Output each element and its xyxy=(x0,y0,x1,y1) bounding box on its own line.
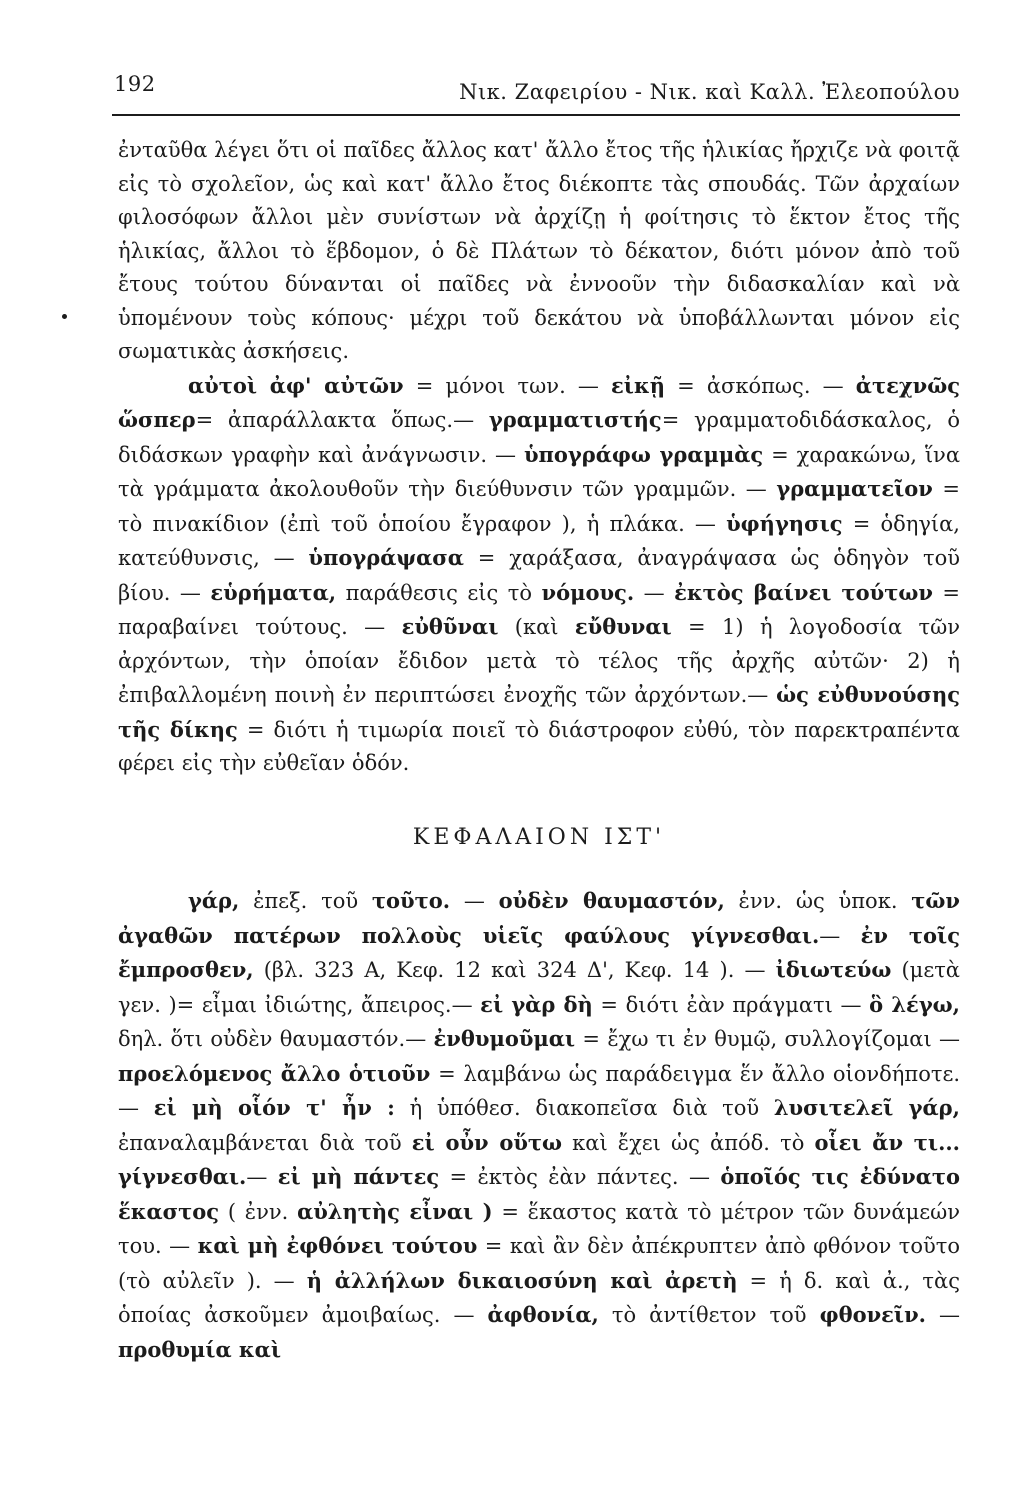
gloss-term: νόμους. xyxy=(541,579,635,605)
gloss-text: = ἡ δ. καὶ ἀ., τὰς ὁποίας ἀσκοῦμεν ἀμοιβαίως. — xyxy=(118,1268,960,1327)
gloss-text: — xyxy=(246,1165,278,1189)
gloss-term: εὔθυναι xyxy=(574,614,672,639)
gloss-term: ἀφθονία, xyxy=(487,1302,599,1327)
gloss-term: ὑφήγησις xyxy=(726,510,843,536)
gloss-text: ἐνν. ὡς ὑποκ. xyxy=(724,889,912,913)
gloss-text: δηλ. ὅτι οὐδὲν θαυμαστόν.— xyxy=(118,1027,434,1051)
running-head: Νικ. Ζαφειρίου - Νικ. καὶ Καλλ. Ἐλεοπούλου xyxy=(459,80,960,104)
gloss-term: ἀτεχνῶς ὥσπερ xyxy=(118,372,961,432)
glosses-paragraph-1 xyxy=(118,369,960,781)
gloss-term: ὑπογράφω γραμμὰς xyxy=(523,441,764,467)
margin-dot xyxy=(62,314,67,319)
gloss-text: τὸ ἀντίθετον τοῦ xyxy=(598,1303,820,1327)
gloss-term: λυσιτελεῖ γάρ, xyxy=(773,1095,960,1120)
gloss-term: εἰ γὰρ δὴ xyxy=(480,991,593,1017)
gloss-text: = λαμβάνω ὡς παράδειγμα ἕν ἄλλο οἱονδήποτε. — xyxy=(118,1061,961,1120)
gloss-term: φθονεῖν. xyxy=(819,1302,926,1327)
page-number: 192 xyxy=(114,72,156,96)
gloss-text: — xyxy=(925,1303,960,1327)
chapter-heading: ΚΕΦΑΛΑΙΟΝ ΙΣΤ' xyxy=(412,824,666,850)
gloss-text: = ἐκτὸς ἐὰν πάντες. — xyxy=(439,1165,721,1189)
glosses-paragraph-2 xyxy=(118,884,960,1367)
header-rule xyxy=(112,114,960,116)
gloss-text: = παραβαίνει τούτους. — xyxy=(118,580,960,639)
gloss-text: — xyxy=(634,580,675,605)
gloss-text: (καὶ xyxy=(498,615,575,639)
gloss-text: παράθεσις εἰς τὸ xyxy=(336,580,542,605)
gloss-term: γραμματεῖον xyxy=(776,476,933,501)
gloss-term: προθυμία καὶ xyxy=(118,1336,281,1362)
gloss-text: (βλ. 323 Α, Κεφ. 12 καὶ 324 Δ', Κεφ. 14 ). — xyxy=(253,958,776,982)
gloss-term: εἰ οὖν οὕτω xyxy=(411,1129,563,1155)
gloss-term: εὐθῦναι xyxy=(401,614,499,639)
gloss-text: = διότι ἐὰν πράγματι — xyxy=(592,992,870,1017)
gloss-text: καὶ ἔχει ὡς ἀπόδ. τὸ xyxy=(562,1130,815,1155)
gloss-text: = 1) ἡ λογοδοσία τῶν ἀρχόντων, τὴν ὁποίαν ἔδιδον μετὰ τὸ τέλος τῆς ἀρχῆς αὐτῶν· 2) ἡ ἐπιβαλλομένη ποινὴ ἐν περιπτώσει ἐνοχῆς τῶν ἀρχόντων.— xyxy=(118,615,960,707)
gloss-term: ὃ λέγω, xyxy=(869,991,960,1017)
gloss-text: = ὁδηγία, κατεύθυνσις, — xyxy=(118,511,960,570)
gloss-term: τῶν ἀγαθῶν πατέρων πολλοὺς υἱεῖς φαύλους γίγνεσθαι. xyxy=(118,888,960,948)
body-text xyxy=(118,134,960,1367)
gloss-text: ( ἐνν. xyxy=(219,1199,298,1224)
gloss-term: αὐλητὴς εἶναι ) xyxy=(297,1198,493,1224)
gloss-term: προελόμενος ἄλλο ὁτιοῦν xyxy=(118,1060,431,1086)
gloss-term: εὑρήματα, xyxy=(210,579,337,605)
gloss-text: = διότι ἡ τιμωρία ποιεῖ τὸ διάστροφον εὐθύ, τὸν παρεκτραπέντα φέρει εἰς τὴν εὐθεῖαν ὁδόν. xyxy=(118,717,960,775)
gloss-term: ἡ ἀλλήλων δικαιοσύνη καὶ ἀρετὴ xyxy=(306,1267,738,1293)
gloss-term: γάρ, xyxy=(188,888,240,913)
gloss-text: = χαρακώνω, ἵνα τὰ γράμματα ἀκολουθοῦν τὴν διεύθυνσιν τῶν γραμμῶν. — xyxy=(118,442,960,501)
gloss-text: ἐπεξ. τοῦ xyxy=(239,889,372,913)
gloss-term: οὐδὲν θαυμαστόν, xyxy=(498,888,725,913)
gloss-text: = γραμματοδιδάσκαλος, ὁ διδάσκων γραφὴν καὶ ἀνάγνωσιν. — xyxy=(118,408,960,467)
gloss-text: = ἔχω τι ἐν θυμῷ, συλλογίζομαι — xyxy=(575,1027,961,1051)
gloss-term: εἰ μὴ πάντες xyxy=(277,1164,440,1189)
gloss-text: = μόνοι των. — xyxy=(403,373,612,398)
gloss-text: = καὶ ἂν δὲν ἀπέκρυπτεν ἀπὸ φθόνον τοῦτο (τὸ αὐλεῖν ). — xyxy=(118,1234,960,1293)
gloss-text: = ἀπαράλλακτα ὅπως.— xyxy=(195,408,489,432)
gloss-term: τοῦτο. xyxy=(371,888,451,913)
gloss-text: = τὸ πινακίδιον (ἐπὶ τοῦ ὁποίου ἔγραφον ), ἡ πλάκα. — xyxy=(118,477,960,536)
gloss-text: = ἕκαστος κατὰ τὸ μέτρον τῶν δυνάμεών του. — xyxy=(118,1199,960,1258)
gloss-term: ὁποῖός τις ἐδύνατο ἕκαστος xyxy=(118,1164,960,1224)
gloss-term: ὡς εὐθυνούσης τῆς δίκης xyxy=(118,682,960,742)
gloss-term: αὐτοὶ ἀφ' αὐτῶν xyxy=(188,372,404,398)
gloss-term: ἐκτὸς βαίνει τούτων xyxy=(674,579,933,605)
gloss-term: ἐν τοῖς ἔμπροσθεν, xyxy=(118,922,961,982)
intro-paragraph: ἐνταῦθα λέγει ὅτι οἱ παῖδες ἄλλος κατ' ἄλλο ἔτος τῆς ἡλικίας ἤρχιζε νὰ φοιτᾷ εἰς τὸ σχολεῖον, ὡς καὶ κατ' ἄλλο ἔτος διέκοπτε τὰς σπουδάς. Τῶν ἀρχαίων φιλοσόφων ἄλλοι μὲν συνίστων νὰ ἀρχίζῃ ἡ φοίτησις τὸ ἕκτον ἔτος τῆς ἡλικίας, ἄλλοι τὸ ἕβδομον, ὁ δὲ Πλάτων τὸ δέκατον, διότι μόνον ἀπὸ τοῦ ἔτους τούτου δύνανται οἱ παῖδες νὰ ἐννοοῦν τὴν διδασκαλίαν καὶ νὰ ὑπομένουν τοὺς κόπους· μέχρι τοῦ δεκάτου νὰ ὑποβάλλωνται μόνον εἰς σωματικὰς ἀσκήσεις. xyxy=(118,138,960,363)
gloss-term: ἰδιωτεύω xyxy=(775,957,892,982)
gloss-term: καὶ μὴ ἐφθόνει τούτου xyxy=(197,1233,478,1258)
gloss-text: = χαράξασα, ἀναγράψασα ὡς ὁδηγὸν τοῦ βίου. — xyxy=(118,546,960,605)
gloss-term: οἷει ἄν τι... γίγνεσθαι. xyxy=(118,1129,960,1189)
gloss-text: = ἀσκόπως. — xyxy=(664,373,856,398)
gloss-term: ἐνθυμοῦμαι xyxy=(433,1026,576,1051)
gloss-text: ἡ ὑπόθεσ. διακοπεῖσα διὰ τοῦ xyxy=(394,1096,774,1120)
gloss-text: — xyxy=(819,923,861,948)
gloss-text: — xyxy=(450,889,499,913)
gloss-term: εἰ μὴ οἷόν τ' ἦν : xyxy=(153,1095,395,1120)
gloss-term: γραμματιστής xyxy=(488,407,662,432)
gloss-term: ὑπογράψασα xyxy=(308,545,464,570)
gloss-term: εἰκῇ xyxy=(611,372,665,398)
gloss-text: ἐπαναλαμβάνεται διὰ τοῦ xyxy=(118,1130,412,1155)
gloss-text: (μετὰ γεν. )= εἶμαι ἰδιώτης, ἄπειρος.— xyxy=(118,958,960,1017)
